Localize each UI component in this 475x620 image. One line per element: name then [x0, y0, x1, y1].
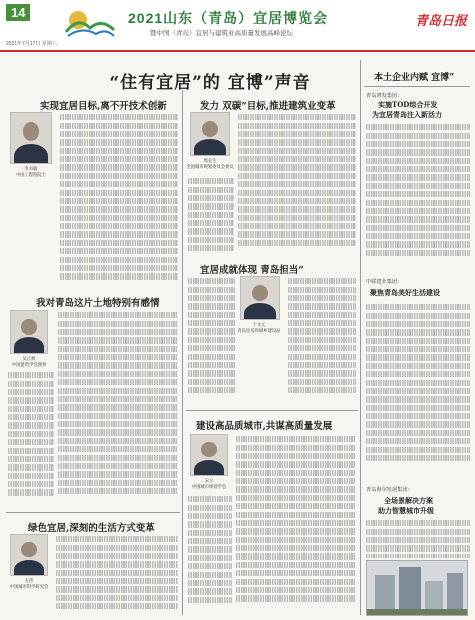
article-body — [238, 112, 356, 252]
portrait-caption — [234, 322, 284, 333]
sidebar-item-headline: 全场景解决方案 — [384, 496, 433, 505]
article-body — [8, 370, 54, 510]
caption-role: 青岛住房和城乡建设局 — [237, 327, 281, 333]
portrait-photo — [190, 112, 230, 156]
article-body — [188, 176, 234, 256]
issue-date: 2021年7月17日 星期六 — [6, 41, 57, 47]
section-divider — [6, 512, 180, 513]
article-body — [236, 434, 356, 614]
sidebar-item-headline: 实施TOD综合开发 — [378, 100, 438, 109]
sidebar — [360, 60, 473, 615]
article-title: 绿色宜居,深刻的生活方式变革 — [28, 523, 155, 534]
caption-name: 吴正炳 — [22, 356, 36, 361]
caption-name: 左伟 — [24, 578, 34, 583]
page-main-title: “住有宜居”的 宜博”声音 — [109, 73, 311, 93]
building-photo — [366, 560, 468, 616]
sidebar-item-company: 中联建业集团： — [366, 279, 403, 285]
sidebar-title: 本土企业内赋 宜博” — [374, 73, 455, 83]
newspaper-brand: 青岛日报 — [414, 13, 467, 28]
sidebar-body — [366, 518, 470, 558]
article-title: 宜居成就体现 青岛担当” — [200, 265, 304, 276]
article-title: 发力 双碳”目标,推进建筑业变革 — [200, 101, 336, 112]
caption-name: 宋立 — [204, 478, 214, 483]
portrait-caption — [4, 578, 54, 589]
caption-role: 中国建筑学会理事 — [11, 361, 47, 367]
expo-logo — [62, 6, 118, 44]
portrait-caption — [4, 356, 54, 367]
sidebar-item-headline: 聚焦青岛美好生活建设 — [370, 288, 440, 297]
sidebar-item-headline: 助力智慧城市升级 — [378, 506, 434, 515]
sidebar-item-company: 青岛鸿发集团： — [366, 93, 403, 99]
caption-role: 中国工程院院士 — [15, 171, 47, 177]
caption-name: 于文元 — [252, 322, 266, 327]
article-title: 实现宜居目标,离不开技术创新 — [40, 101, 167, 112]
article-title: 我对青岛这片土地特别有感情 — [36, 298, 160, 309]
article-body — [58, 310, 178, 505]
portrait-photo — [10, 310, 48, 354]
sidebar-divider — [364, 86, 470, 87]
page-number: 14 — [6, 4, 30, 21]
article-body — [188, 276, 236, 406]
portrait-photo — [190, 434, 228, 476]
expo-subtitle: 暨中国（青岛）宜居与建筑业高质量发展高峰论坛 — [150, 30, 293, 37]
caption-role: 中国城市科学研究会 — [9, 583, 49, 589]
expo-title: 2021山东（青岛）宜居博览会 — [128, 10, 329, 26]
caption-role: 全国城市规划委员会委员 — [186, 163, 234, 169]
sidebar-body — [366, 122, 470, 272]
portrait-caption — [184, 478, 234, 489]
article-body — [60, 112, 178, 287]
page-header — [0, 0, 475, 52]
sidebar-item-headline: 为宜居青岛注入新活力 — [372, 110, 442, 119]
column-divider — [182, 90, 183, 615]
portrait-caption — [4, 166, 58, 177]
portrait-caption — [186, 158, 234, 169]
caption-name: 李书敏 — [24, 166, 38, 171]
article-body — [188, 494, 232, 614]
section-divider — [186, 410, 358, 411]
portrait-photo — [240, 276, 280, 320]
portrait-photo — [10, 534, 48, 576]
article-body — [56, 534, 178, 616]
sidebar-body — [366, 302, 470, 482]
caption-role: 中国城市规划学会 — [191, 483, 227, 489]
sidebar-item-company: 青岛海尔发展集团： — [366, 487, 413, 493]
article-title: 建设高品质城市,共谋高质量发展 — [196, 421, 333, 432]
portrait-photo — [10, 112, 52, 164]
article-body — [288, 276, 356, 406]
caption-name: 周长生 — [203, 158, 217, 163]
